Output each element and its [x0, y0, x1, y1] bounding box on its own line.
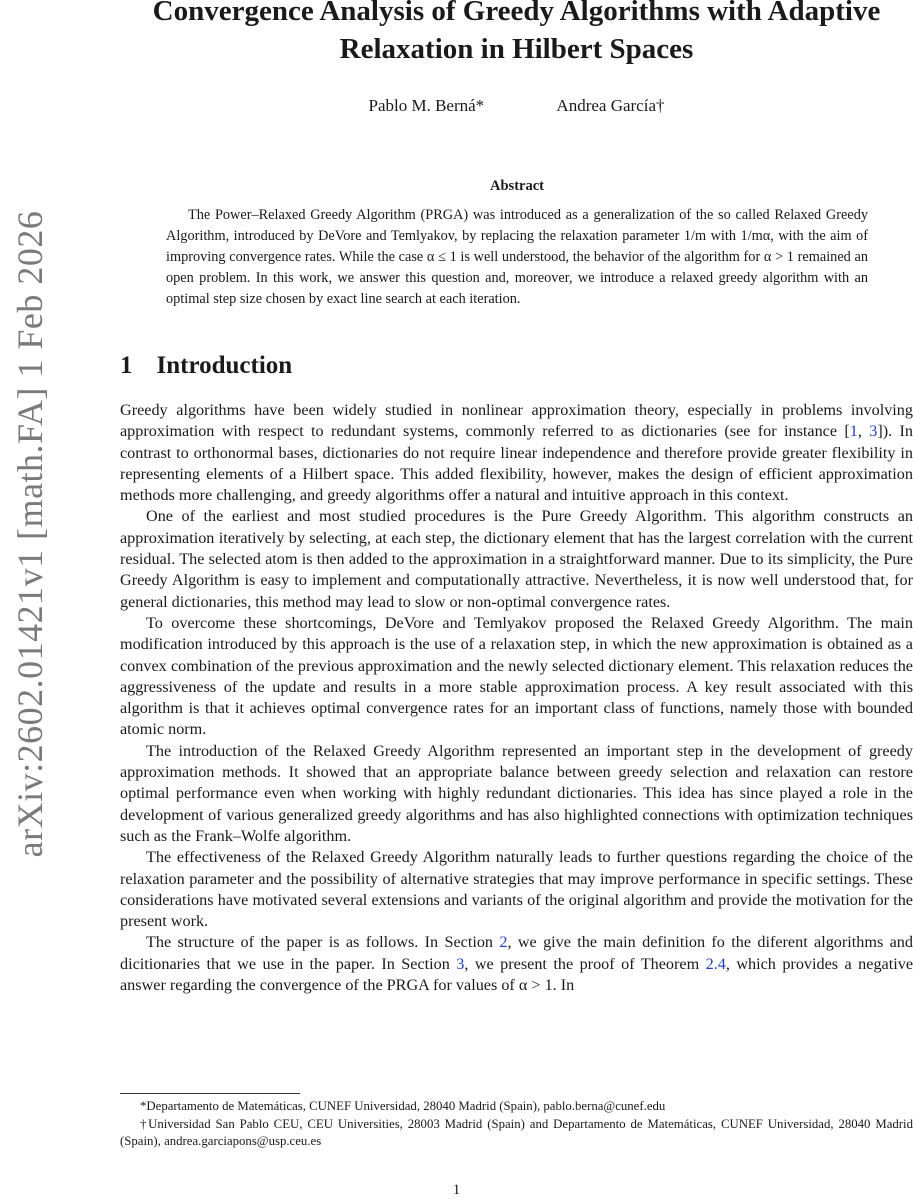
footnote: *Departamento de Matemáticas, CUNEF Universidad, 28040 Madrid (Spain), pablo.berna@cunef.edu: [140, 1099, 666, 1113]
footnote: †Universidad San Pablo CEU, CEU Universities, 28003 Madrid (Spain) and Departamento de Matemáticas, CUNEF Universidad, 28040 Madrid (Spain), andrea.garciapons@usp.ceu.es: [120, 1116, 913, 1148]
section-number: 1: [120, 352, 133, 379]
paragraph-text: , we present the proof of Theorem: [464, 954, 706, 973]
section-link[interactable]: 2: [499, 933, 508, 952]
paper-title: Convergence Analysis of Greedy Algorithms with Adaptive Relaxation in Hilbert Spaces: [152, 0, 881, 65]
paragraph: The effectiveness of the Relaxed Greedy Algorithm naturally leads to further questions regarding the choice of the relaxation parameter and the possibility of alternative strategies that may improve performance in specific settings. These considerations have motivated several extensions and variants of the original algorithm and provide the motivation for the present work.: [120, 848, 913, 931]
paragraph-text: ,: [857, 422, 870, 441]
paragraph: The introduction of the Relaxed Greedy Algorithm represented an important step in the development of greedy approximation methods. It showed that an appropriate balance between greedy selection and relaxation can restore optimal performance even when working with highly redundant dictionaries. This idea has since played a role in the development of various generalized greedy algorithms and has also highlighted connections with optimization techniques such as the Frank–Wolfe algorithm.: [120, 741, 913, 845]
paragraph: To overcome these shortcomings, DeVore and Temlyakov proposed the Relaxed Greedy Algorithm. The main modification introduced by this approach is the use of a relaxation step, in which the new approximation is obtained as a convex combination of the previous approximation and the newly selected dictionary element. This relaxation reduces the aggressiveness of the update and results in a more stable approximation process. A key result associated with this algorithm is that it achieves optimal convergence rates for an important class of functions, namely those with bounded atomic norm.: [120, 613, 913, 739]
arxiv-identifier: arXiv:2602.01421v1 [math.FA] 1 Feb 2026: [10, 210, 50, 858]
paragraph-text: , which provides a negative answer regarding the convergence of the PRGA for values of α > 1. In: [120, 954, 913, 995]
paragraph: One of the earliest and most studied procedures is the Pure Greedy Algorithm. This algorithm constructs an approximation iteratively by selecting, at each step, the dictionary element that has the largest correlation with the current residual. The selected atom is then added to the approximation in a straightforward manner. Due to its simplicity, the Pure Greedy Algorithm is easy to implement and computationally attractive. Nevertheless, it is now well understood that, for general dictionaries, this method may lead to slow or non-optimal convergence rates.: [120, 507, 913, 611]
page-number: 1: [452, 1182, 461, 1198]
citation-link[interactable]: 1: [849, 422, 858, 441]
author-name: Andrea García†: [556, 96, 665, 115]
section-title: Introduction: [156, 352, 293, 379]
author-name: Pablo M. Berná*: [368, 96, 485, 115]
arxiv-sidebar-stamp: [4, 208, 56, 860]
abstract-text: The Power–Relaxed Greedy Algorithm (PRGA) was introduced as a generalization of the so called Relaxed Greedy Algorithm, introduced by DeVore and Temlyakov, by replacing the relaxation parameter 1/m with 1/mα, with the aim of improving convergence rates. While the case α ≤ 1 is well understood, the behavior of the algorithm for α > 1 remained an open problem. In this work, we answer this question and, moreover, we introduce a relaxed greedy algorithm with an optimal step size chosen by exact line search at each iteration.: [166, 207, 868, 307]
abstract-heading: Abstract: [490, 178, 544, 194]
footnote-rule: [120, 1093, 300, 1094]
paragraph-text: The structure of the paper is as follows. In Section: [146, 933, 500, 952]
section-link[interactable]: 3: [456, 954, 465, 973]
paragraph-text: ]). In contrast to orthonormal bases, dictionaries do not require linear independence and therefore provide greater flexibility in representing elements of a Hilbert space. This added flexibility, however, makes the design of efficient approximation methods more challenging, and greedy algorithms offer a natural and intuitive approach in this context.: [120, 422, 913, 505]
paragraph-text: Greedy algorithms have been widely studied in nonlinear approximation theory, especially in problems involving approximation with respect to redundant systems, commonly referred to as dictionaries (see for instance [: [120, 401, 913, 441]
introduction-body: [120, 400, 913, 996]
footnotes: [120, 1098, 913, 1151]
paragraph-text: , we give the main definition fo the diferent algorithms and dicitionaries that we use in the paper. In Section: [120, 933, 913, 973]
author-list: [120, 96, 913, 116]
paragraph: [120, 932, 913, 996]
paragraph: [120, 400, 913, 506]
section-heading: [120, 352, 292, 380]
theorem-link[interactable]: 2.4: [705, 954, 726, 973]
citation-link[interactable]: 3: [869, 422, 878, 441]
